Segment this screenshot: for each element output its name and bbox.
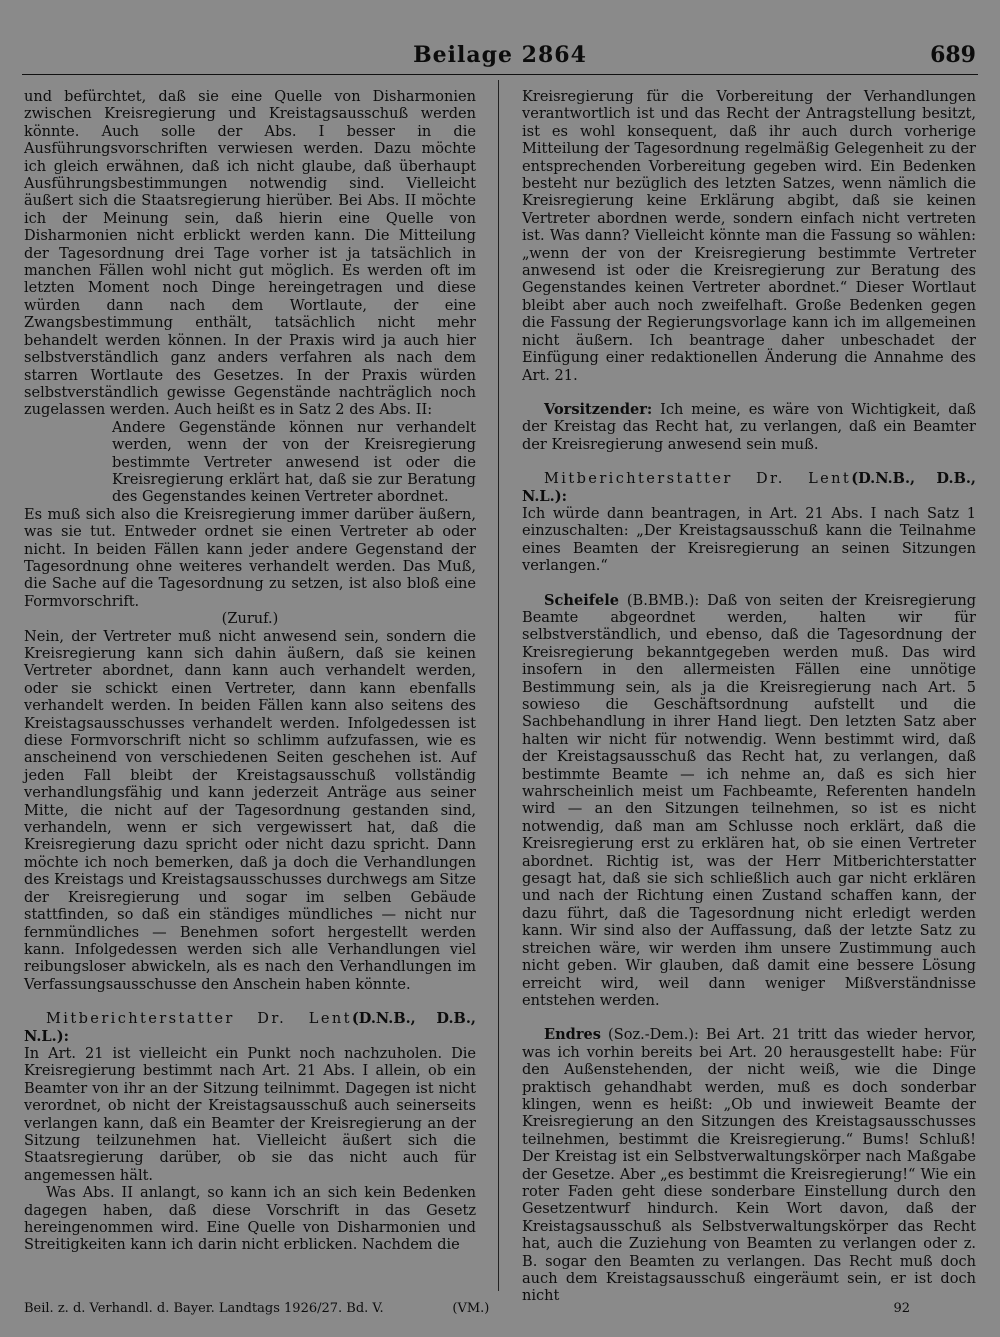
- sheet-number: 92: [893, 1301, 910, 1316]
- supplement-title: Beilage 2864: [413, 42, 587, 68]
- right-column: [522, 88, 977, 1305]
- speaker-name: Scheifele: [544, 591, 620, 609]
- speaker-party: (Soz.-Dem.):: [608, 1026, 699, 1044]
- publication-reference: Beil. z. d. Verhandl. d. Bayer. Landtags 1926/27. Bd. V.: [24, 1301, 384, 1316]
- speech-text: Ich meine, es wäre von Wichtigkeit, daß der Kreistag das Recht hat, zu verlangen, daß ein Beamter der Kreisregierung anwesend sein muß.: [522, 400, 976, 453]
- speech-text: Daß von seiten der Kreisregierung Beamte abgeordnet werden, halten wir für selbstverständlich, und ebenso, daß die Tagesordnung der Kreisregierung bekanntgegeben werden muß. Das wird insofern in den allermeisten Fällen eine unnötige Bestimmung sein, als ja die Kreisregierung nach Art. 5 sowieso die Geschäftsordnung aufstellt und die Sachbehandlung in ihrer Hand liegt. Den letzten Satz aber halten wir nicht für notwendig. Wenn bestimmt wird, daß der Kreistagsausschuß das Recht hat, zu verlangen, daß bestimmte Beamte — ich nehme an, daß es sich hier wahrscheinlich meist um Fachbeamte, Referenten handeln wird — an den Sitzungen teilnehmen, so ist es nicht notwendig, daß man am Schlusse noch erklärt, daß die Kreisregierung erst zu erklären hat, ob sie einen Vertreter abordnet. Richtig ist, was der Herr Mitberichterstatter gesagt hat, daß sie sich schließlich auch gar nicht erklären und nach der Richtung einen Zustand schaffen kann, der dazu führt, daß die Tagesordnung nicht erledigt werden kann. Wir sind also der Auffassung, daß der letzte Satz zu streichen wäre, wir werden ihm unsere Zustimmung auch nicht geben. Wir glauben, daß damit eine bessere Lösung erreicht wird, weil dann weniger Mißverständnisse entstehen werden.: [522, 591, 977, 1009]
- speaker-name: Vorsitzender:: [544, 400, 653, 418]
- page-number: 689: [930, 42, 976, 68]
- speaker-party: (B.BMB.):: [626, 591, 700, 609]
- paragraph: Nein, der Vertreter muß nicht anwesend sein, sondern die Kreisregierung kann sich dahin äußern, daß sie keinen Vertreter abordnet, dann kann auch verhandelt werden, oder sie schickt einen Vertreter, dann kann ebenfalls verhandelt werden. In beiden Fällen kann also seitens des Kreistagsausschusses verhandelt werden. Infolgedessen ist diese Formvorschrift nicht so schlimm aufzufassen, wie es anscheinend von verschiedenen Seiten geschehen ist. Auf jeden Fall bleibt der Kreistagsausschuß vollständig verhandlungsfähig und kann jederzeit Anträge aus seiner Mitte, die nicht auf der Tagesordnung gestanden sind, verhandeln, wenn er sich vergewissert hat, daß die Kreisregierung dazu spricht oder nicht dazu spricht. Dann möchte ich noch bemerken, daß ja doch die Verhandlungen des Kreistags und Kreistagsausschusses durchwegs am Sitze der Kreisregierung und sogar im selben Gebäude stattfinden, so daß ein ständiges mündliches — nicht nur fernmündliches — Benehmen sofort hergestellt werden kann. Infolgedessen werden sich alle Verhandlungen viel reibungsloser abwickeln, als es nach den Verhandlungen im Verfassungsausschusse den Anschein haben könnte.: [24, 627, 476, 993]
- signature-mark: (VM.): [452, 1301, 490, 1316]
- speaker-name: Mitberichterstatter Dr. Lent: [544, 470, 852, 488]
- speaker-name: Mitberichterstatter Dr. Lent: [46, 1010, 352, 1028]
- paragraph: In Art. 21 ist vielleicht ein Punkt noch nachzuholen. Die Kreisregierung bestimmt nach Art. 21 Abs. I allein, ob ein Beamter von ihr an der Sitzung teilnimmt. Dagegen ist nicht verordnet, ob nicht der Kreistagsausschuß auch seinerseits verlangen kann, daß ein Beamter der Kreisregierung an der Sitzung teilzunehmen hat. Vielleicht äußert sich die Staatsregierung darüber, ob sie das nicht auch für angemessen hält.: [24, 1044, 476, 1184]
- speech-block: [522, 401, 976, 453]
- paragraph: Ich würde dann beantragen, in Art. 21 Abs. I nach Satz 1 einzuschalten: „Der Kreistagsausschuß kann die Teilnahme eines Beamten der Kreisregierung an seinen Sitzungen verlangen.“: [522, 504, 976, 575]
- page-header: [22, 38, 978, 75]
- speaker-party: (D.N.B., D.B., N.L.):: [24, 1010, 476, 1045]
- interjection: (Zuruf.): [221, 610, 279, 628]
- quoted-clause: Andere Gegenstände können nur verhandelt werden, wenn der von der Kreisregierung bestimmte Vertreter anwesend ist oder die Kreisregierung erklärt hat, daß sie zur Beratung des Gegenstandes keinen Vertreter abordnet.: [112, 418, 476, 506]
- speech-block: [522, 470, 976, 505]
- speech-block: [522, 1026, 976, 1305]
- paragraph: Kreisregierung für die Vorbereitung der Verhandlungen verantwortlich ist und das Recht der Antragstellung besitzt, ist es wohl konsequent, daß ihr auch durch vorherige Mitteilung der Tagesordnung regelmäßig Gelegenheit zu der entsprechenden Vorbereitung gegeben wird. Ein Bedenken besteht nur bezüglich des letzten Satzes, wenn nämlich die Kreisregierung keine Erklärung abgibt, daß sie keinen Vertreter abordnen werde, sondern einfach nicht vertreten ist. Was dann? Vielleicht könnte man die Fassung so wählen: „wenn der von der Kreisregierung bestimmte Vertreter anwesend ist oder die Kreisregierung zur Beratung des Gegenstandes keinen Vertreter abordnet.“ Dieser Wortlaut bleibt aber auch noch zweifelhaft. Große Bedenken gegen die Fassung der Regierungsvorlage kann ich im allgemeinen nicht äußern. Ich beantrage daher unbeschadet der Einfügung einer redaktionellen Änderung die Annahme des Art. 21.: [522, 88, 976, 384]
- left-column: [24, 88, 476, 1291]
- speaker-name: Endres: [544, 1026, 601, 1044]
- speaker-party: (D.N.B., D.B., N.L.):: [522, 470, 976, 505]
- page-footer: [24, 1301, 976, 1323]
- paragraph: und befürchtet, daß sie eine Quelle von Disharmonien zwischen Kreisregierung und Kreistagsausschuß werden könnte. Auch solle der Abs. I besser in die Ausführungsvorschriften verwiesen werden. Dazu möchte ich gleich erwähnen, daß ich nicht glaube, daß überhaupt Ausführungsbestimmungen notwendig sind. Vielleicht äußert sich die Staatsregierung hierüber. Bei Abs. II möchte ich der Meinung sein, daß hierin eine Quelle von Disharmonien nicht erblickt werden kann. Die Mitteilung der Tagesordnung drei Tage vorher ist ja tatsächlich in manchen Fällen wohl nicht gut möglich. Es werden oft im letzten Moment noch Dinge hereingetragen und diese würden dann nach dem Wortlaute, der eine Zwangsbestimmung enthält, tatsächlich nicht mehr behandelt werden können. In der Praxis wird ja auch hier selbstverständlich ganz anders verfahren als nach dem starren Wortlaute des Gesetzes. In der Praxis würden selbstverständlich gewisse Gegenstände nachträglich noch zugelassen werden. Auch heißt es in Satz 2 des Abs. II:: [24, 88, 476, 419]
- paragraph: Was Abs. II anlangt, so kann ich an sich kein Bedenken dagegen haben, daß diese Vorschrift in das Gesetz hereingenommen wird. Eine Quelle von Disharmonien und Streitigkeiten kann ich darin nicht erblicken. Nachdem die: [24, 1184, 476, 1254]
- paragraph: Es muß sich also die Kreisregierung immer darüber äußern, was sie tut. Entweder ordnet sie einen Vertreter ab oder nicht. In beiden Fällen kann jeder andere Gegenstand der Tagesordnung ohne weiteres verhandelt werden. Das Muß, die Sache auf die Tagesordnung zu setzen, ist also bloß eine Formvorschrift.: [24, 505, 476, 610]
- speech-block: [24, 1010, 476, 1045]
- speech-block: [522, 592, 976, 1010]
- column-divider: [498, 80, 499, 1291]
- speech-text: Bei Art. 21 tritt das wieder hervor, was ich vorhin bereits bei Art. 20 herausgestellt habe: Für den Außenstehenden, der nicht weiß, wie die Dinge praktisch gehandhabt werden, muß es doch sonderbar klingen, wenn es heißt: „Ob und inwieweit Beamte der Kreisregierung an den Sitzungen des Kreistagsausschusses teilnehmen, bestimmt die Kreisregierung.“ Bums! Schluß! Der Kreistag ist ein Selbstverwaltungskörper nach Maßgabe der Gesetze. Aber „es bestimmt die Kreisregierung!“ Wie ein roter Faden geht diese sonderbare Einstellung durch den Gesetzentwurf hindurch. Kein Wort davon, daß der Kreistagsausschuß als Selbstverwaltungskörper das Recht hat, auch die Zuziehung von Beamten zu verlangen oder z. B. sogar den Beamten zu verlangen. Das Recht muß doch auch dem Kreistagsausschuß eingeräumt sein, er ist doch nicht: [522, 1026, 977, 1305]
